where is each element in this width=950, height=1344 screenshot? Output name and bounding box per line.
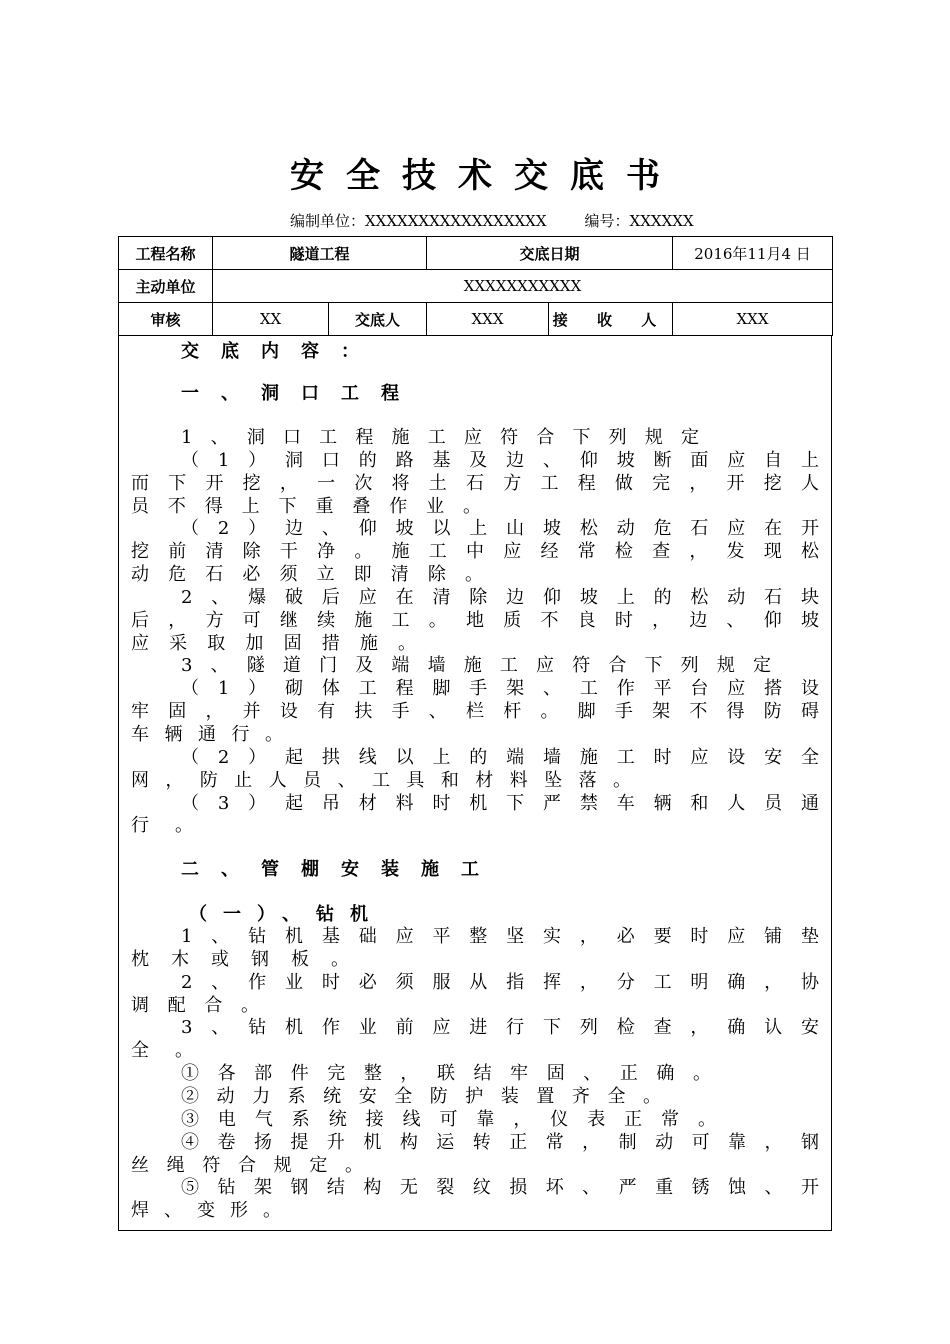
content-line: 1、洞口工程施工应符合下列规定	[181, 427, 699, 448]
content-line: 调配合。	[131, 995, 259, 1016]
content-line: ③电气系统接线可靠，仪表正常。	[181, 1109, 716, 1130]
content-line: 枕木或钢板。	[131, 949, 349, 970]
unit-label: 主动单位	[119, 270, 213, 303]
date-label: 交底日期	[427, 237, 673, 270]
content-line: 牢固，并设有扶手、栏杆。脚手架不得防碍	[131, 701, 819, 722]
review-value: XX	[213, 303, 329, 336]
content-line: （2）起拱线以上的端墙施工时应设安全	[181, 747, 819, 768]
section-heading: 二、管棚安装施工	[181, 859, 501, 880]
content-heading: 交底内容：	[181, 341, 381, 362]
content-box	[118, 336, 832, 1231]
content-line: 网，防止人员、工具和材料坠落。	[131, 770, 631, 791]
content-line: 焊、变形。	[131, 1200, 281, 1221]
info-table	[118, 236, 833, 336]
briefer-label: 交底人	[329, 303, 427, 336]
content-line: ①各部件完整，联结牢固、正确。	[181, 1063, 711, 1084]
content-line: ②动力系统安全防护装置齐全。	[181, 1086, 661, 1107]
content-line: ⑤钻架钢结构无裂纹损坏、严重锈蚀、开	[181, 1177, 819, 1198]
receiver-label: 接 收 人	[549, 303, 673, 336]
content-line: （2）边、仰坡以上山坡松动危石应在开	[181, 518, 819, 539]
content-line: 3、隧道门及端墙施工应符合下列规定	[181, 655, 771, 676]
content-line: 丝绳符合规定。	[131, 1155, 363, 1176]
subsection-heading: （一）、钻机	[189, 904, 384, 925]
compiling-unit: 编制单位：XXXXXXXXXXXXXXXXX	[290, 212, 547, 230]
content-line: 而下开挖，一次将土石方工程做完，开挖人	[131, 473, 819, 494]
content-line: 全。	[131, 1040, 219, 1061]
content-line: （1）洞口的路基及边、仰坡断面应自上	[181, 450, 819, 471]
project-name-label: 工程名称	[119, 237, 213, 270]
content-line: （1）砌体工程脚手架、工作平台应搭设	[181, 678, 819, 699]
content-line: 动危石必须立即清除。	[131, 564, 483, 585]
content-line: 挖前清除干净。施工中应经常检查，发现松	[131, 541, 819, 562]
receiver-value: XXX	[673, 303, 833, 336]
section-heading: 一、洞口工程	[181, 383, 421, 404]
date-value: 2016年11月4 日	[673, 237, 833, 270]
briefer-value: XXX	[427, 303, 549, 336]
project-name-value: 隧道工程	[213, 237, 427, 270]
content-line: 后，方可继续施工。地质不良时，边、仰坡	[131, 610, 819, 631]
content-line: 行。	[131, 815, 219, 836]
document-number: 编号：XXXXXX	[584, 212, 694, 230]
content-line: （3）起吊材料时机下严禁车辆和人员通	[181, 793, 819, 814]
content-line: 2、爆破后应在清除边仰坡上的松动石块	[181, 587, 819, 608]
unit-value: XXXXXXXXXXX	[213, 270, 833, 303]
content-line: 员不得上下重叠作业。	[131, 496, 481, 517]
content-line: 2、作业时必须服从指挥，分工明确，协	[181, 972, 819, 993]
content-line: ④卷扬提升机构运转正常，制动可靠，钢	[181, 1132, 819, 1153]
content-line: 应采取加固措施。	[131, 633, 416, 654]
content-line: 3、钻机作业前应进行下列检查，确认安	[181, 1017, 819, 1038]
content-line: 1、钻机基础应平整坚实，必要时应铺垫	[181, 926, 819, 947]
page-title: 安全技术交底书	[290, 156, 682, 196]
subheader	[290, 210, 694, 231]
content-line: 车辆通行。	[131, 724, 283, 745]
review-label: 审核	[119, 303, 213, 336]
